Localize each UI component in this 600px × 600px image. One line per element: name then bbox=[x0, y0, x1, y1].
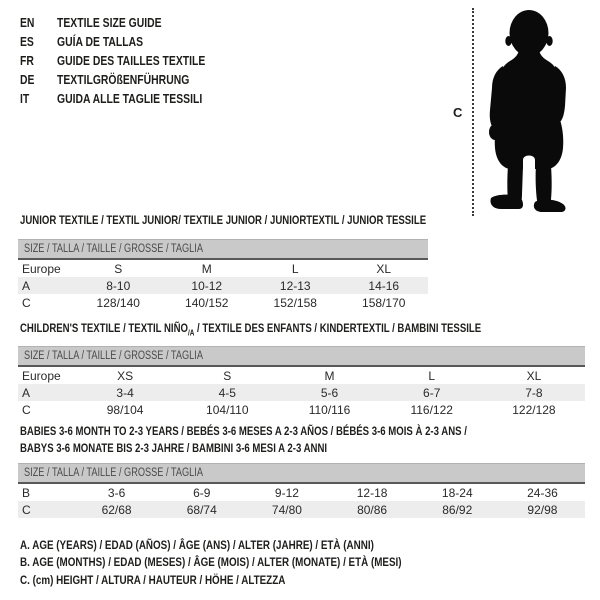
cell: 14-16 bbox=[368, 278, 400, 293]
table-row bbox=[18, 501, 585, 518]
cell: 12-18 bbox=[356, 485, 388, 500]
table-row bbox=[18, 384, 585, 401]
cell: 92/98 bbox=[527, 502, 558, 517]
list-item bbox=[20, 51, 242, 70]
language-guide-title: TEXTILE SIZE GUIDE bbox=[57, 15, 162, 30]
cell: 6-7 bbox=[423, 385, 441, 400]
row-label: B bbox=[22, 485, 31, 500]
cell: 74/80 bbox=[271, 502, 302, 517]
size-header-label: SIZE / TALLA / TAILLE / GRÖSSE / TAGLIA bbox=[24, 467, 203, 479]
cell: 12-13 bbox=[279, 278, 311, 293]
cell: 5-6 bbox=[320, 385, 339, 400]
row-label: C bbox=[22, 402, 31, 417]
cell: 86/92 bbox=[442, 502, 473, 517]
baby-silhouette bbox=[479, 8, 579, 212]
cell: XS bbox=[117, 368, 134, 383]
cell: 7-8 bbox=[525, 385, 543, 400]
language-guide-list bbox=[20, 13, 242, 108]
footnotes bbox=[20, 537, 485, 589]
language-code: IT bbox=[20, 91, 30, 106]
footnote-a: A. AGE (YEARS) / EDAD (AÑOS) / ÂGE (ANS) / ALTER (JAHRE) / ETÀ (ANNI) bbox=[20, 538, 374, 552]
list-item bbox=[20, 13, 242, 32]
table-row bbox=[18, 484, 585, 501]
junior-size-table bbox=[18, 239, 428, 311]
table-row bbox=[18, 401, 585, 418]
cell: 140/152 bbox=[185, 295, 229, 310]
table-row bbox=[18, 294, 428, 311]
cell: M bbox=[324, 368, 335, 383]
cell: 3-4 bbox=[116, 385, 134, 400]
size-header-label: SIZE / TALLA / TAILLE / GRÖSSE / TAGLIA bbox=[24, 243, 203, 255]
cell: 122/128 bbox=[512, 402, 556, 417]
row-label: C bbox=[22, 295, 31, 310]
row-label: Europe bbox=[22, 368, 61, 383]
table-row bbox=[18, 260, 428, 277]
row-label: C bbox=[22, 502, 31, 517]
babies-size-table bbox=[18, 463, 585, 518]
size-header-label: SIZE / TALLA / TAILLE / GRÖSSE / TAGLIA bbox=[24, 350, 203, 362]
table-row bbox=[18, 277, 428, 294]
cell: XL bbox=[376, 261, 392, 276]
height-measure-dotted-line bbox=[472, 8, 474, 216]
list-item bbox=[20, 89, 242, 108]
footnote-b: B. AGE (MONTHS) / EDAD (MESES) / ÂGE (MOIS) / ALTER (MONATE) / ETÀ (MESI) bbox=[20, 555, 402, 570]
cell: 104/110 bbox=[206, 402, 249, 417]
junior-section-title: JUNIOR TEXTILE / TEXTIL JUNIOR/ TEXTILE JUNIOR / JUNIORTEXTIL / JUNIOR TESSILE bbox=[20, 213, 427, 227]
children-section-title: CHILDREN'S TEXTILE / TEXTIL $NIÑO_{/A}$ / TEXTILE DES ENFANTS / KINDERTEXTIL / BAMBINI TESSILE bbox=[20, 321, 482, 338]
cell: 128/140 bbox=[96, 295, 140, 310]
cell: 6-9 bbox=[193, 485, 211, 500]
size-header-bar bbox=[18, 239, 428, 260]
size-header-bar bbox=[18, 463, 585, 484]
cell: L bbox=[291, 261, 299, 276]
language-guide-title: GUIDE DES TAILLES TEXTILE bbox=[57, 53, 206, 68]
cell: 62/68 bbox=[101, 502, 132, 517]
cell: 98/104 bbox=[106, 402, 144, 417]
list-item bbox=[20, 32, 242, 51]
row-label: A bbox=[22, 278, 31, 293]
cell: XL bbox=[526, 368, 542, 383]
row-label: A bbox=[22, 385, 31, 400]
children-size-table bbox=[18, 346, 585, 418]
height-measure-label: C bbox=[453, 105, 463, 120]
cell: 10-12 bbox=[191, 278, 223, 293]
cell: 3-6 bbox=[107, 485, 126, 500]
cell: 24-36 bbox=[527, 485, 558, 500]
table-row bbox=[18, 367, 585, 384]
cell: M bbox=[201, 261, 212, 276]
cell: 8-10 bbox=[106, 278, 131, 293]
cell: 68/74 bbox=[186, 502, 217, 517]
cell: 18-24 bbox=[441, 485, 473, 500]
row-label: Europe bbox=[22, 261, 61, 276]
language-code: FR bbox=[20, 53, 34, 68]
language-guide-title: TEXTILGRÖßENFÜHRUNG bbox=[57, 72, 190, 87]
cell: 4-5 bbox=[218, 385, 236, 400]
cell: 152/158 bbox=[273, 295, 317, 310]
cell: S bbox=[114, 261, 123, 276]
cell: 116/122 bbox=[410, 402, 453, 417]
cell: 80/86 bbox=[357, 502, 388, 517]
language-code: ES bbox=[20, 34, 34, 49]
language-guide-title: GUÍA DE TALLAS bbox=[57, 34, 144, 49]
babies-section-title: BABIES 3-6 MONTH TO 2-3 YEARS / BEBÉS 3-6 MESES A 2-3 AÑOS / BÉBÉS 3-6 MOIS À 2-3 ANS / BABYS 3-6 MONATE BIS 2-3 JAHRE / BAMBINI 3-6 MESI A 2-3 ANNI bbox=[20, 424, 467, 455]
cell: 9-12 bbox=[274, 485, 299, 500]
cell: 110/116 bbox=[308, 402, 351, 417]
title-subscript: /A bbox=[187, 328, 195, 338]
cell: S bbox=[223, 368, 232, 383]
footnote-c: C. (cm) HEIGHT / ALTURA / HAUTEUR / HÖHE / ALTEZZA bbox=[20, 572, 286, 587]
language-code: EN bbox=[20, 15, 35, 30]
language-guide-title: GUIDA ALLE TAGLIE TESSILI bbox=[57, 91, 203, 106]
list-item bbox=[20, 70, 242, 89]
language-code: DE bbox=[20, 72, 35, 87]
size-header-bar bbox=[18, 346, 585, 367]
cell: 158/170 bbox=[362, 295, 406, 310]
cell: L bbox=[428, 368, 436, 383]
